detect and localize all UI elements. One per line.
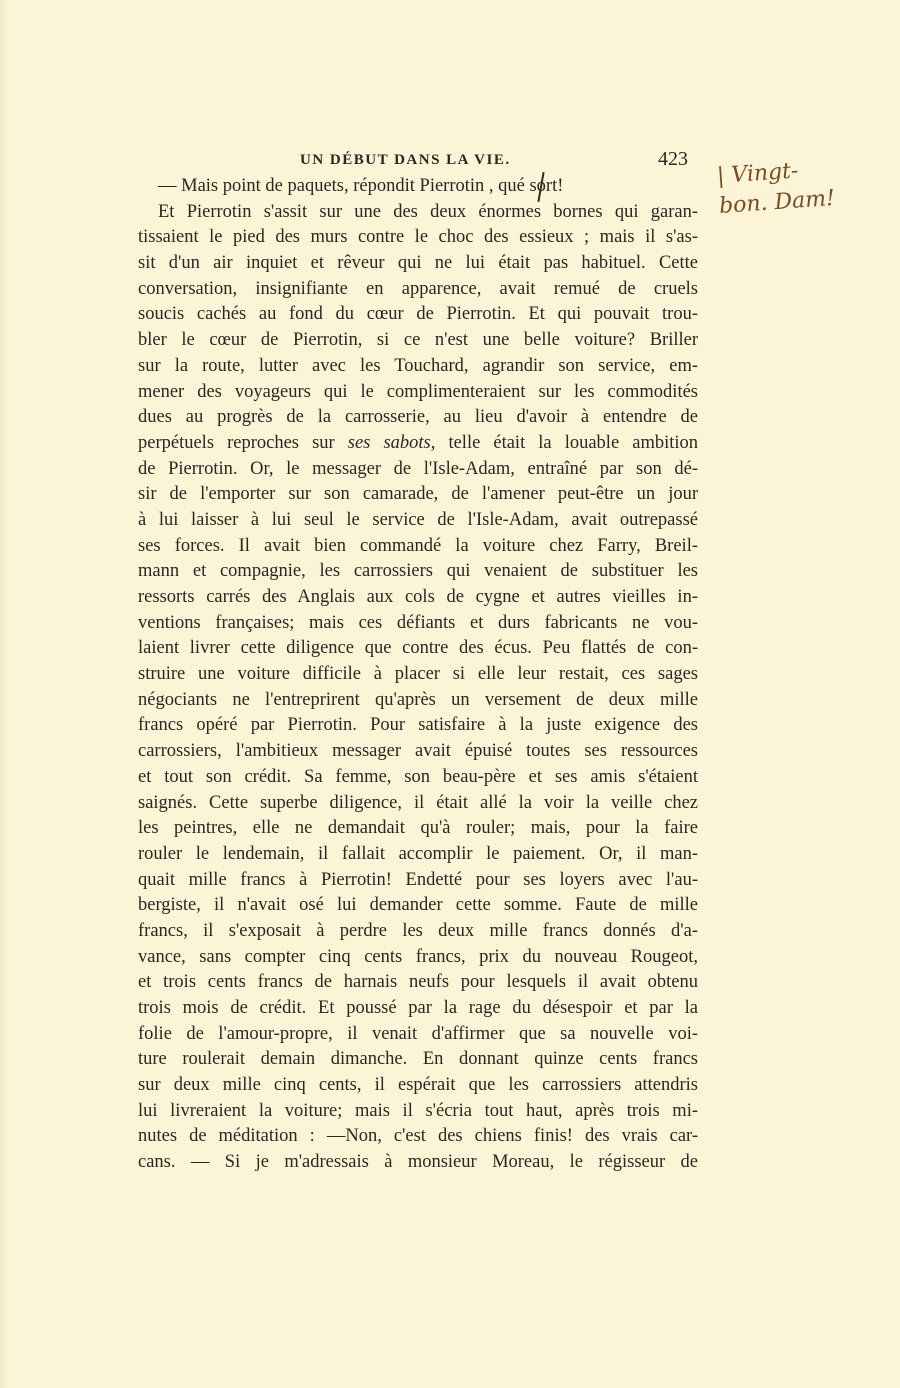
text-line: ture roulerait demain dimanche. En donnant quinze cents francs: [138, 1049, 698, 1070]
text-span: perpétuels reproches sur: [138, 432, 348, 453]
text-line: francs opéré par Pierrotin. Pour satisfaire à la juste exigence des: [138, 715, 698, 736]
text-line: rouler le lendemain, il fallait accomplir le paiement. Or, il man-: [138, 843, 698, 864]
text-line: sit d'un air inquiet et rêveur qui ne lui était pas habituel. Cette: [138, 253, 698, 274]
text-line: — Mais point de paquets, répondit Pierrotin , qué sort!: [158, 176, 564, 196]
text-line: quait mille francs à Pierrotin! Endetté pour ses loyers avec l'au-: [138, 869, 698, 890]
text-line: laient livrer cette diligence que contre des écus. Peu flattés de con-: [138, 638, 698, 659]
text-line: [138, 431, 698, 457]
text-line: mener des voyageurs qui le complimenteraient sur les commodités: [138, 381, 698, 402]
text-span: telle était la louable ambition: [435, 432, 698, 453]
text-line: nutes de méditation : —Non, c'est des chiens finis! des vrais car-: [138, 1126, 698, 1147]
text-line: Et Pierrotin s'assit sur une des deux énormes bornes qui garan-: [158, 201, 698, 222]
annotation-line: bon. Dam!: [718, 185, 836, 219]
text-line: vance, sans compter cinq cents francs, prix du nouveau Rougeot,: [138, 946, 698, 967]
text-line: sur deux mille cinq cents, il espérait que les carrossiers attendris: [138, 1075, 698, 1096]
text-line: et tout son crédit. Sa femme, son beau-père et ses amis s'étaient: [138, 766, 698, 787]
text-line: struire une voiture difficile à placer si elle leur restait, ces sages: [138, 664, 698, 685]
text-line: mann et compagnie, les carrossiers qui venaient de substituer les: [138, 561, 698, 582]
text-line: trois mois de crédit. Et poussé par la rage du désespoir et par la: [138, 998, 698, 1018]
text-line: cans. — Si je m'adressais à monsieur Moreau, le régisseur de: [138, 1152, 698, 1173]
text-line: de Pierrotin. Or, le messager de l'Isle-Adam, entraîné par son dé-: [138, 458, 698, 479]
text-line: ventions françaises; mais ces défiants et durs fabricants ne vou-: [138, 612, 698, 633]
text-line: négociants ne l'entreprirent qu'après un versement de deux mille: [138, 689, 698, 710]
annotation-line: | Vingt-: [716, 158, 800, 190]
text-line: ressorts carrés des Anglais aux cols de cygne et autres vieilles in-: [138, 587, 698, 607]
text-line: soucis cachés au fond du cœur de Pierrotin. Et qui pouvait trou-: [138, 304, 698, 325]
text-line: bler le cœur de Pierrotin, si ce n'est une belle voiture? Briller: [138, 330, 698, 351]
text-line: les peintres, elle ne demandait qu'à rouler; mais, pour la faire: [138, 818, 698, 839]
running-head: UN DÉBUT DANS LA VIE.: [300, 152, 511, 168]
text-line: dues au progrès de la carrosserie, au lieu d'avoir à entendre de: [138, 407, 698, 428]
body-text: [138, 174, 698, 1176]
text-line: à lui laisser à lui seul le service de l'Isle-Adam, avait outrepassé: [138, 509, 698, 530]
text-line: conversation, insignifiante en apparence, avait remué de cruels: [138, 278, 698, 299]
margin-annotation: [716, 154, 836, 222]
text-line: francs, il s'exposait à perdre les deux mille francs donnés d'a-: [138, 920, 698, 941]
text-line: sur la route, lutter avec les Touchard, agrandir son service, em-: [138, 355, 698, 376]
text-line: sir de l'emporter sur son camarade, de l'amener peut-être un jour: [138, 484, 698, 505]
text-line: et trois cents francs de harnais neufs pour lesquels il avait obtenu: [138, 972, 698, 993]
text-line: lui livreraient la voiture; mais il s'écria tout haut, après trois mi-: [138, 1100, 698, 1121]
text-line: carrossiers, l'ambitieux messager avait épuisé toutes ses ressources: [138, 741, 698, 762]
text-line: bergiste, il n'avait osé lui demander cette somme. Faute de mille: [138, 895, 698, 916]
text-line: folie de l'amour-propre, il venait d'affirmer que sa nouvelle voi-: [138, 1023, 698, 1044]
text-line: saignés. Cette superbe diligence, il était allé la voir la veille chez: [138, 792, 698, 813]
page-number: 423: [658, 148, 688, 170]
italic-phrase: ses sabots,: [347, 432, 436, 453]
page-edge: [0, 0, 8, 1388]
text-line: ses forces. Il avait bien commandé la voiture chez Farry, Breil-: [138, 535, 698, 556]
text-line: tissaient le pied des murs contre le choc des essieux ; mais il s'as-: [138, 227, 698, 248]
